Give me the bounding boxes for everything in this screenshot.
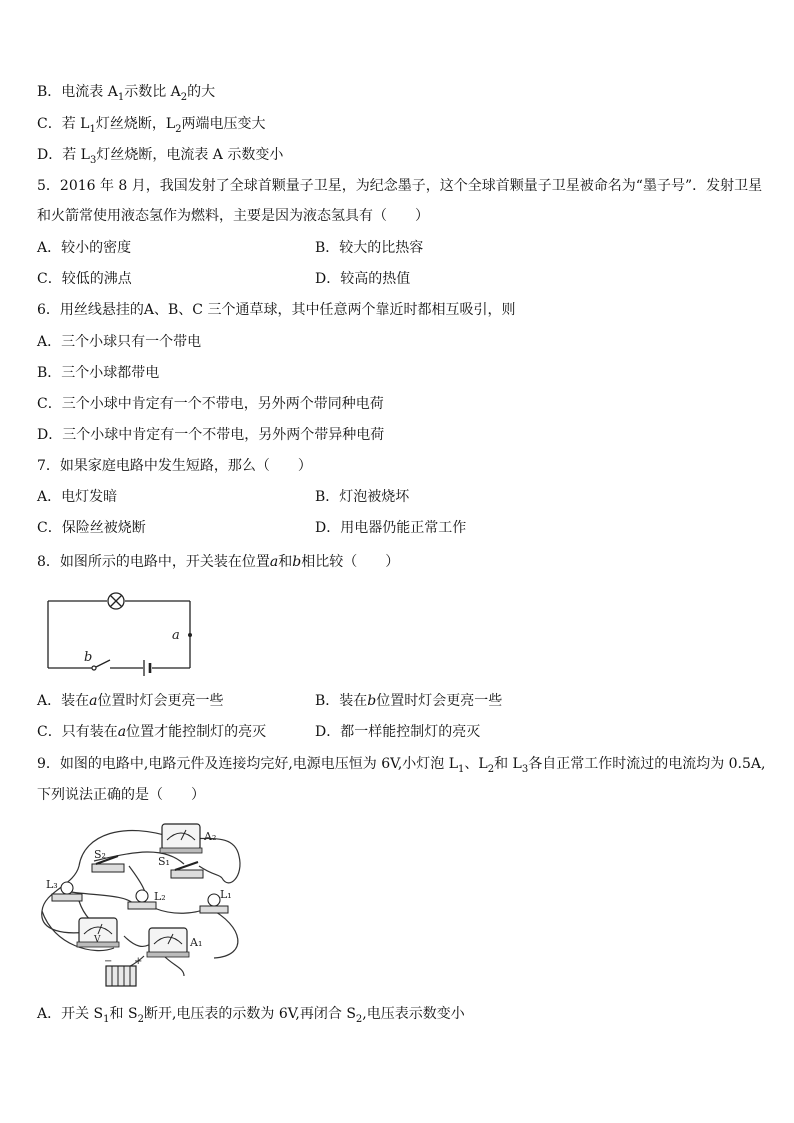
q8-option-a: A．装在a位置时灯会更亮一些	[37, 693, 224, 709]
q4-option-c: C．若 $L_1$灯丝烧断，$L_2$两端电压变大	[37, 116, 266, 135]
q9-circuit-photo	[34, 816, 254, 992]
label-l2: L₂	[154, 890, 166, 903]
q6-option-c: C．三个小球中肯定有一个不带电，另外两个带同种电荷	[37, 396, 384, 412]
q5-option-a: A．较小的密度	[37, 240, 132, 256]
position-a-dot	[188, 633, 192, 637]
q6-option-b: B．三个小球都带电	[37, 365, 160, 381]
q7-option-d: D．用电器仍能正常工作	[315, 520, 467, 536]
label-s1: S₁	[158, 855, 170, 868]
q7-option-a: A．电灯发暗	[37, 489, 118, 505]
q8-option-c: C．只有装在a位置才能控制灯的亮灭	[37, 724, 267, 740]
q8-stem: 8．如图所示的电路中，开关装在位置a和b相比较（ ）	[37, 554, 400, 570]
q9-option-a: A．开关 $S_1$和 $S_2$断开,电压表的示数为 6V,再闭合 $S_2$,电压表示数变小	[37, 1006, 465, 1025]
label-v: V	[94, 935, 101, 945]
label-plus: +	[134, 956, 143, 967]
label-l3: L₃	[46, 878, 58, 891]
battery-pack	[106, 966, 136, 986]
q4-option-d: D．若 $L_3$灯丝烧断，电流表 A 示数变小	[37, 147, 284, 166]
q9-stem-line2: 下列说法正确的是（ ）	[37, 787, 205, 803]
q6-option-d: D．三个小球中肯定有一个不带电，另外两个带异种电荷	[37, 427, 385, 443]
switch-s1	[171, 862, 203, 878]
label-s2: S₂	[94, 848, 106, 861]
label-a2: A₂	[204, 830, 217, 843]
q8-option-b: B．装在b位置时灯会更亮一些	[315, 693, 503, 709]
q7-option-c: C．保险丝被烧断	[37, 520, 146, 536]
q5-option-c: C．较低的沸点	[37, 271, 132, 287]
q5-stem-line1: 5．2016 年 8 月，我国发射了全球首颗量子卫星，为纪念墨子，这个全球首颗量子卫星被命名为“墨子号”．发射卫星	[37, 178, 763, 194]
q7-stem: 7．如果家庭电路中发生短路，那么（ ）	[37, 458, 312, 474]
ammeter-a1	[147, 928, 189, 957]
ammeter-a2	[160, 824, 202, 853]
label-l1: L₁	[220, 888, 232, 901]
label-a: a	[172, 628, 180, 643]
q7-option-b: B．灯泡被烧坏	[315, 489, 410, 505]
switch-contact-b	[92, 666, 96, 670]
battery-symbol	[144, 660, 150, 676]
q4-option-b: B．电流表 $A_1$示数比 $A_2$的大	[37, 84, 216, 103]
label-a1: A₁	[190, 936, 203, 949]
q6-stem: 6．用丝线悬挂的A、B、C 三个通草球，其中任意两个靠近时都相互吸引，则	[37, 302, 516, 318]
lamp-l2	[128, 890, 156, 909]
q6-option-a: A．三个小球只有一个带电	[37, 334, 202, 350]
q5-option-d: D．较高的热值	[315, 271, 411, 287]
q5-option-b: B．较大的比热容	[315, 240, 424, 256]
label-b: b	[84, 650, 93, 665]
q8-option-d: D．都一样能控制灯的亮灭	[315, 724, 481, 740]
label-minus: −	[104, 956, 113, 967]
q9-stem-line1: 9．如图的电路中,电路元件及连接均完好,电源电压恒为 6V,小灯泡 $L_1$、$L_2$和 $L_3$各自正常工作时流过的电流均为 0.5A,	[37, 756, 766, 775]
q5-stem-line2: 和火箭常使用液态氢作为燃料，主要是因为液态氢具有（ ）	[37, 208, 429, 224]
q8-circuit-diagram	[40, 588, 200, 676]
lamp-symbol	[108, 593, 124, 609]
